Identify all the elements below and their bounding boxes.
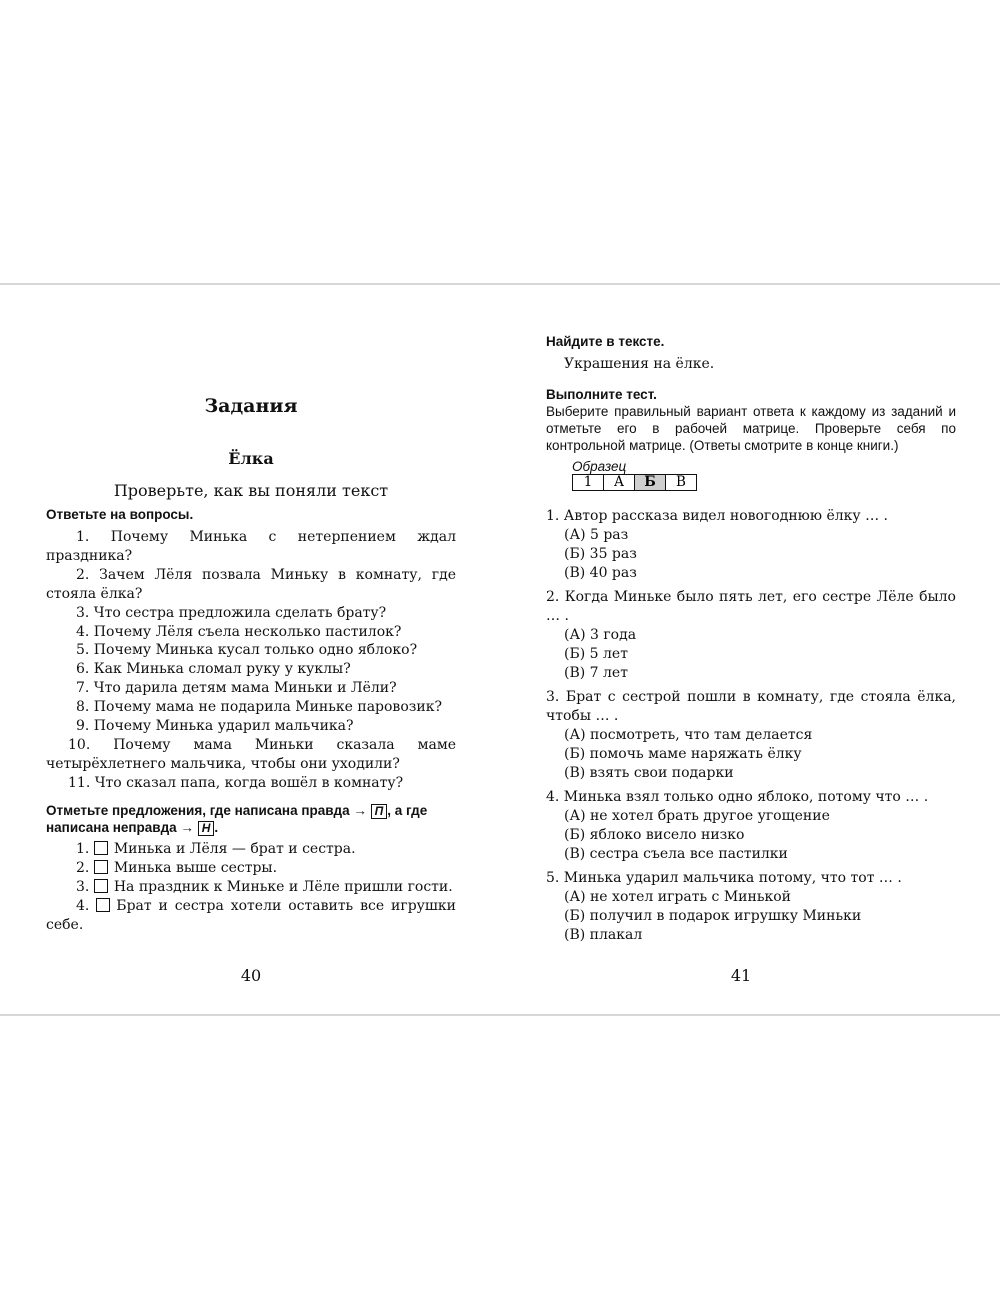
book-spread	[0, 283, 1000, 1016]
statement-number: 4.	[76, 897, 90, 914]
question-item: 5. Почему Минька кусал только одно яблоко?	[76, 642, 418, 659]
matrix-cell: В	[666, 475, 697, 491]
test-question-text: 4. Минька взял только одно яблоко, потому что … .	[546, 789, 929, 805]
test-question	[546, 788, 956, 864]
statement-number: 2.	[76, 859, 90, 876]
matrix-cell: А	[604, 475, 635, 491]
answer-option[interactable]: (А) не хотел играть с Минькой	[564, 889, 791, 905]
test-section	[546, 386, 956, 491]
question-item: 9. Почему Минька ударил мальчика?	[76, 718, 354, 735]
test-heading: Выполните тест.	[546, 387, 657, 402]
answer-option[interactable]: (В) плакал	[564, 927, 643, 943]
statement-item	[46, 897, 456, 935]
sample-matrix	[572, 474, 697, 491]
heading-period: .	[214, 820, 219, 835]
false-tag: Н	[198, 821, 215, 836]
answer-option[interactable]: (В) 7 лет	[564, 665, 628, 681]
page-number: 41	[730, 966, 752, 985]
true-false-section	[46, 802, 456, 935]
story-title: Ёлка	[228, 449, 274, 468]
matrix-cell-selected: Б	[635, 475, 666, 491]
true-false-heading-text-2: , а где написана неправда →	[46, 803, 428, 835]
statement-text: На праздник к Миньке и Лёле пришли гости.	[113, 878, 453, 895]
answer-option[interactable]: (Б) получил в подарок игрушку Миньки	[564, 908, 862, 924]
statement-number: 1.	[76, 841, 90, 857]
sample-label: Образец	[572, 459, 627, 474]
question-item: 11. Что сказал папа, когда вошёл в комнату?	[68, 774, 404, 791]
test-questions	[546, 507, 956, 945]
checkbox[interactable]	[94, 860, 108, 874]
section-subhead: Проверьте, как вы поняли текст	[113, 481, 389, 500]
test-question	[546, 869, 956, 945]
page-number: 40	[240, 966, 262, 985]
statement-text: Минька и Лёля — брат и сестра.	[113, 841, 356, 857]
left-page	[46, 285, 456, 1015]
question-item: 10. Почему мама Миньки сказала маме четырёхлетнего мальчика, чтобы они уходили?	[46, 736, 456, 772]
statement-item	[46, 859, 456, 878]
matrix-cell: 1	[573, 475, 604, 491]
answer-option[interactable]: (А) 5 раз	[564, 527, 629, 543]
page-title: Задания	[204, 395, 298, 417]
find-task: Украшения на ёлке.	[564, 356, 715, 372]
answer-option[interactable]: (Б) яблоко висело низко	[564, 827, 745, 843]
statement-text: Минька выше сестры.	[113, 859, 278, 876]
answer-option[interactable]: (Б) помочь маме наряжать ёлку	[564, 746, 802, 762]
checkbox[interactable]	[94, 841, 108, 855]
test-question-text: 3. Брат с сестрой пошли в комнату, где стояла ёлка, чтобы … .	[546, 689, 956, 724]
statement-item	[46, 840, 456, 859]
sample-block	[572, 459, 956, 491]
find-heading: Найдите в тексте.	[546, 334, 665, 349]
test-question	[546, 688, 956, 783]
question-item: 7. Что дарила детям мама Миньки и Лёли?	[76, 680, 397, 697]
question-item: 6. Как Минька сломал руку у куклы?	[76, 661, 351, 678]
true-false-heading	[46, 802, 456, 836]
checkbox[interactable]	[94, 879, 108, 893]
test-question-text: 5. Минька ударил мальчика потому, что тот … .	[546, 870, 902, 886]
answer-option[interactable]: (Б) 35 раз	[564, 546, 637, 562]
test-question	[546, 588, 956, 683]
question-item: 8. Почему мама не подарила Миньке паровозик?	[76, 699, 442, 716]
question-item: 2. Зачем Лёля позвала Миньку в комнату, где стояла ёлка?	[46, 566, 456, 602]
answer-option[interactable]: (А) 3 года	[564, 627, 637, 643]
test-question-text: 1. Автор рассказа видел новогоднюю ёлку … .	[546, 508, 888, 524]
checkbox[interactable]	[96, 898, 110, 912]
answer-option[interactable]: (В) 40 раз	[564, 565, 637, 581]
question-item: 4. Почему Лёля съела несколько пастилок?	[76, 623, 402, 640]
statement-item	[46, 878, 456, 897]
answer-option[interactable]: (Б) 5 лет	[564, 646, 628, 662]
test-instructions: Выберите правильный вариант ответа к каждому из заданий и отметьте его в рабочей матрице. Проверьте себя по контрольной матрице. (Ответы смотрите в конце книги.)	[546, 404, 956, 453]
questions-section	[46, 506, 456, 793]
true-tag: П	[371, 804, 388, 819]
question-item: 1. Почему Минька с нетерпением ждал праздника?	[46, 529, 456, 564]
question-item: 3. Что сестра предложила сделать брату?	[76, 604, 387, 621]
answer-option[interactable]: (А) посмотреть, что там делается	[564, 727, 813, 743]
right-page	[546, 285, 956, 1015]
find-section	[546, 333, 956, 374]
answer-option[interactable]: (А) не хотел брать другое угощение	[564, 808, 830, 824]
test-question-text: 2. Когда Миньке было пять лет, его сестре Лёле было … .	[546, 589, 956, 624]
questions-heading: Ответьте на вопросы.	[46, 507, 194, 522]
statement-number: 3.	[76, 878, 90, 895]
statement-text: Брат и сестра хотели оставить все игрушки себе.	[46, 897, 456, 933]
test-question	[546, 507, 956, 583]
true-false-heading-text: Отметьте предложения, где написана правда →	[46, 803, 367, 818]
answer-option[interactable]: (В) сестра съела все пастилки	[564, 846, 788, 862]
answer-option[interactable]: (В) взять свои подарки	[564, 765, 734, 781]
